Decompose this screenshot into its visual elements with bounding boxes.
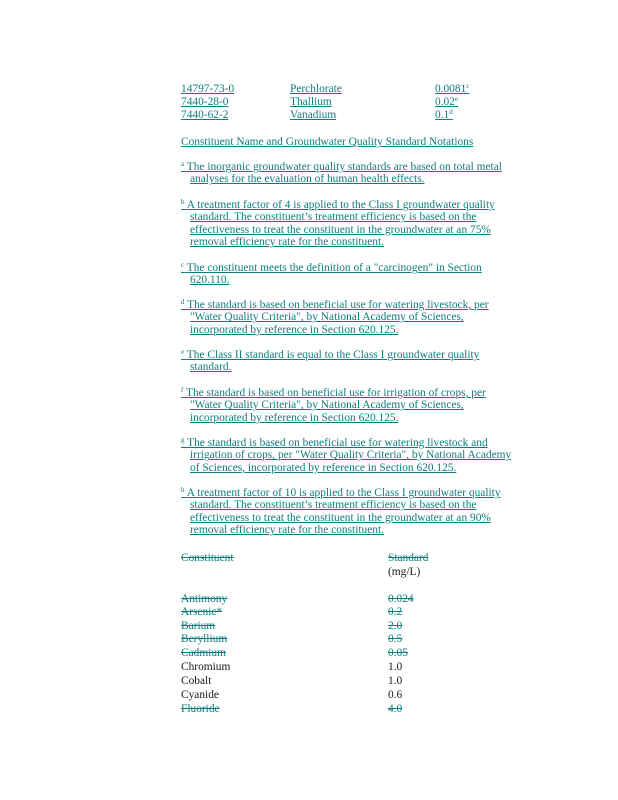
table-row-name: Cadmium	[181, 647, 226, 659]
table-row-name: Fluoride	[181, 703, 220, 715]
column-header-standard: Standard	[388, 552, 429, 564]
table-row-value: 4.0	[388, 703, 403, 715]
table-row-value: 1.0	[388, 675, 403, 687]
column-header-constituent: Constituent	[181, 552, 234, 564]
footnote-e: $^e$ The Class II standard is equal to the Class I groundwater quality standard.	[181, 348, 480, 374]
footnote-d: $^d$ The standard is based on beneficial use for watering livestock, per "Water Quality Criteria", by National Academy of Sciences, incorporated by reference in Section 620.125.	[181, 298, 489, 336]
constituent-name: Perchlorate	[290, 83, 342, 95]
footnote-g: $^g$ The standard is based on beneficial use for watering livestock and irrigation of crops, per "Water Quality Criteria", by National Academy of Sciences, incorporated by reference in Section 620.125.	[181, 436, 512, 474]
footnote-b: $^b$ A treatment factor of 4 is applied to the Class I groundwater quality standard. The constituent’s treatment efficiency is based on the effectiveness to treat the constituent in the groundwater at an 75% removal efficiency rate for the constituent.	[181, 198, 495, 249]
constituent-name: Vanadium	[290, 109, 337, 121]
table-row-name: Barium	[181, 620, 216, 632]
table-row-value: 2.0	[388, 620, 403, 632]
footnote-a: $^a$ The inorganic groundwater quality standards are based on total metal analyses for the evaluation of human health effects.	[181, 160, 502, 186]
table-row-value: 0.2	[388, 606, 403, 618]
table-row-value: 0.05	[388, 647, 408, 659]
table-row-name: Antimony	[181, 593, 228, 605]
standard-value: 0.02e	[435, 95, 459, 108]
cas-number: 7440-28-0	[181, 96, 229, 108]
table-row-value: 0.6	[388, 689, 403, 701]
table-row-name: Arsenic*	[181, 606, 223, 618]
table-row-value: 0.024	[388, 593, 414, 605]
cas-number: 14797-73-0	[181, 83, 235, 95]
table-row-name: Beryllium	[181, 633, 228, 645]
footnote-h: $^h$ A treatment factor of 10 is applied to the Class I groundwater quality standard. The constituent’s treatment efficiency is based on the effectiveness to treat the constituent in the groundwater at an 90% removal efficiency rate for the constituent.	[181, 486, 501, 537]
standard-value: 0.1$^d$	[435, 108, 453, 121]
cas-number: 7440-62-2	[181, 109, 229, 121]
constituent-name: Thallium	[290, 96, 332, 108]
table-row-value: 1.0	[388, 661, 403, 673]
standard-value: 0.0081$^c$	[435, 82, 470, 95]
footnote-f: $^f$ The standard is based on beneficial use for irrigation of crops, per "Water Quality Criteria", by National Academy of Sciences, incorporated by reference in Section 620.125.	[181, 386, 486, 424]
table-row-value: 0.5	[388, 633, 403, 645]
table-row-name: Cyanide	[181, 689, 219, 701]
column-header-unit: (mg/L)	[388, 566, 421, 578]
notations-heading: Constituent Name and Groundwater Quality Standard Notations	[181, 136, 474, 148]
footnote-c: $^c$ The constituent meets the definition of a "carcinogen" in Section 620.110.	[181, 261, 482, 287]
table-row-name: Chromium	[181, 661, 231, 673]
table-row-name: Cobalt	[181, 675, 212, 687]
